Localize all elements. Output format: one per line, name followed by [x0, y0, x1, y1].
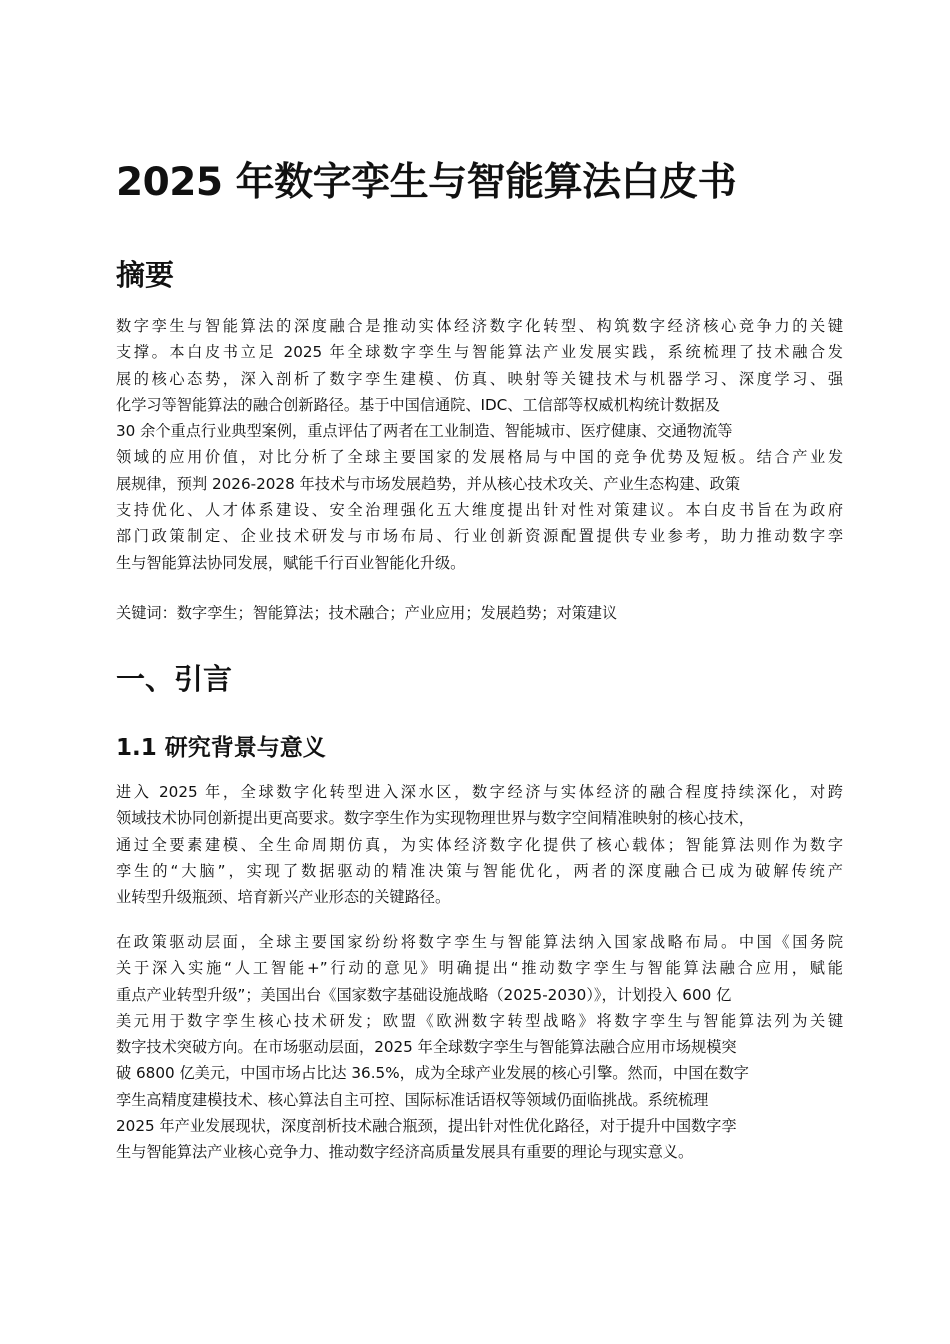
abstract-line: 支持优化、人才体系建设、安全治理强化五大维度提出针对性对策建议。本白皮书旨在为政府: [116, 501, 843, 520]
paragraph-line: 重点产业转型升级”；美国出台《国家数字基础设施战略（2025-2030）》，计划投入 600 亿: [116, 985, 732, 1004]
abstract-line: 30 余个重点行业典型案例，重点评估了两者在工业制造、智能城市、医疗健康、交通物流等: [116, 422, 733, 441]
paragraph-line: 破 6800 亿美元，中国市场占比达 36.5%，成为全球产业发展的核心引擎。然而，中国在数字: [116, 1064, 749, 1083]
abstract-paragraph: [116, 313, 843, 576]
keywords-line: [116, 600, 843, 626]
abstract-line: 领域的应用价值，对比分析了全球主要国家的发展格局与中国的竞争优势及短板。结合产业发: [116, 448, 843, 467]
background-paragraph-1: [116, 779, 843, 910]
paragraph-line: 在政策驱动层面，全球主要国家纷纷将数字孪生与智能算法纳入国家战略布局。中国《国务院: [116, 933, 843, 951]
keywords-text: 关键词：数字孪生；智能算法；技术融合；产业应用；发展趋势；对策建议: [116, 604, 618, 622]
paragraph-line: 数字技术突破方向。在市场驱动层面，2025 年全球数字孪生与智能算法融合应用市场规模突: [116, 1038, 737, 1057]
background-paragraph-2: [116, 929, 843, 1166]
abstract-line: 生与智能算法协同发展，赋能千行百业智能化升级。: [116, 553, 466, 572]
paragraph-line: 领域技术协同创新提出更高要求。数字孪生作为实现物理世界与数字空间精准映射的核心技术，: [116, 809, 754, 828]
paragraph-line: 关于深入实施“人工智能+”行动的意见》明确提出“推动数字孪生与智能算法融合应用，赋能: [116, 959, 843, 978]
abstract-line: 展规律，预判 2026-2028 年技术与市场发展趋势，并从核心技术攻关、产业生态构建、政策: [116, 474, 741, 493]
paragraph-line: 通过全要素建模、全生命周期仿真，为实体经济数字化提供了核心载体；智能算法则作为数字: [116, 835, 843, 854]
paragraph-line: 生与智能算法产业核心竞争力、推动数字经济高质量发展具有重要的理论与现实意义。: [116, 1143, 694, 1162]
abstract-line: 展的核心态势，深入剖析了数字孪生建模、仿真、映射等关键技术与机器学习、深度学习、强: [116, 369, 843, 388]
paragraph-line: 业转型升级瓶颈、培育新兴产业形态的关键路径。: [116, 888, 451, 907]
paragraph-line: 孪生的“大脑”，实现了数据驱动的精准决策与智能优化，两者的深度融合已成为破解传统产: [116, 861, 843, 880]
abstract-line: 化学习等智能算法的融合创新路径。基于中国信通院、IDC、工信部等权威机构统计数据及: [116, 395, 720, 414]
paragraph-line: 2025 年产业发展现状，深度剖析技术融合瓶颈，提出针对性优化路径，对于提升中国数字孪: [116, 1117, 737, 1136]
abstract-heading: 摘要: [116, 258, 175, 292]
abstract-line: 部门政策制定、企业技术研发与市场布局、行业创新资源配置提供专业参考，助力推动数字孪: [116, 527, 843, 546]
paragraph-line: 美元用于数字孪生核心技术研发；欧盟《欧洲数字转型战略》将数字孪生与智能算法列为关键: [116, 1011, 843, 1030]
paragraph-line: 孪生高精度建模技术、核心算法自主可控、国际标准话语权等领域仍面临挑战。系统梳理: [116, 1090, 709, 1109]
section-heading-introduction: 一、引言: [116, 662, 233, 696]
abstract-line: 数字孪生与智能算法的深度融合是推动实体经济数字化转型、构筑数字经济核心竞争力的关键: [116, 317, 843, 335]
abstract-line: 支撑。本白皮书立足 2025 年全球数字孪生与智能算法产业发展实践，系统梳理了技术融合发: [116, 343, 843, 362]
subsection-heading-background: 1.1 研究背景与意义: [116, 735, 326, 761]
document-title: 2025 年数字孪生与智能算法白皮书: [116, 160, 737, 205]
paragraph-line: 进入 2025 年，全球数字化转型进入深水区，数字经济与实体经济的融合程度持续深化，对跨: [116, 783, 843, 801]
